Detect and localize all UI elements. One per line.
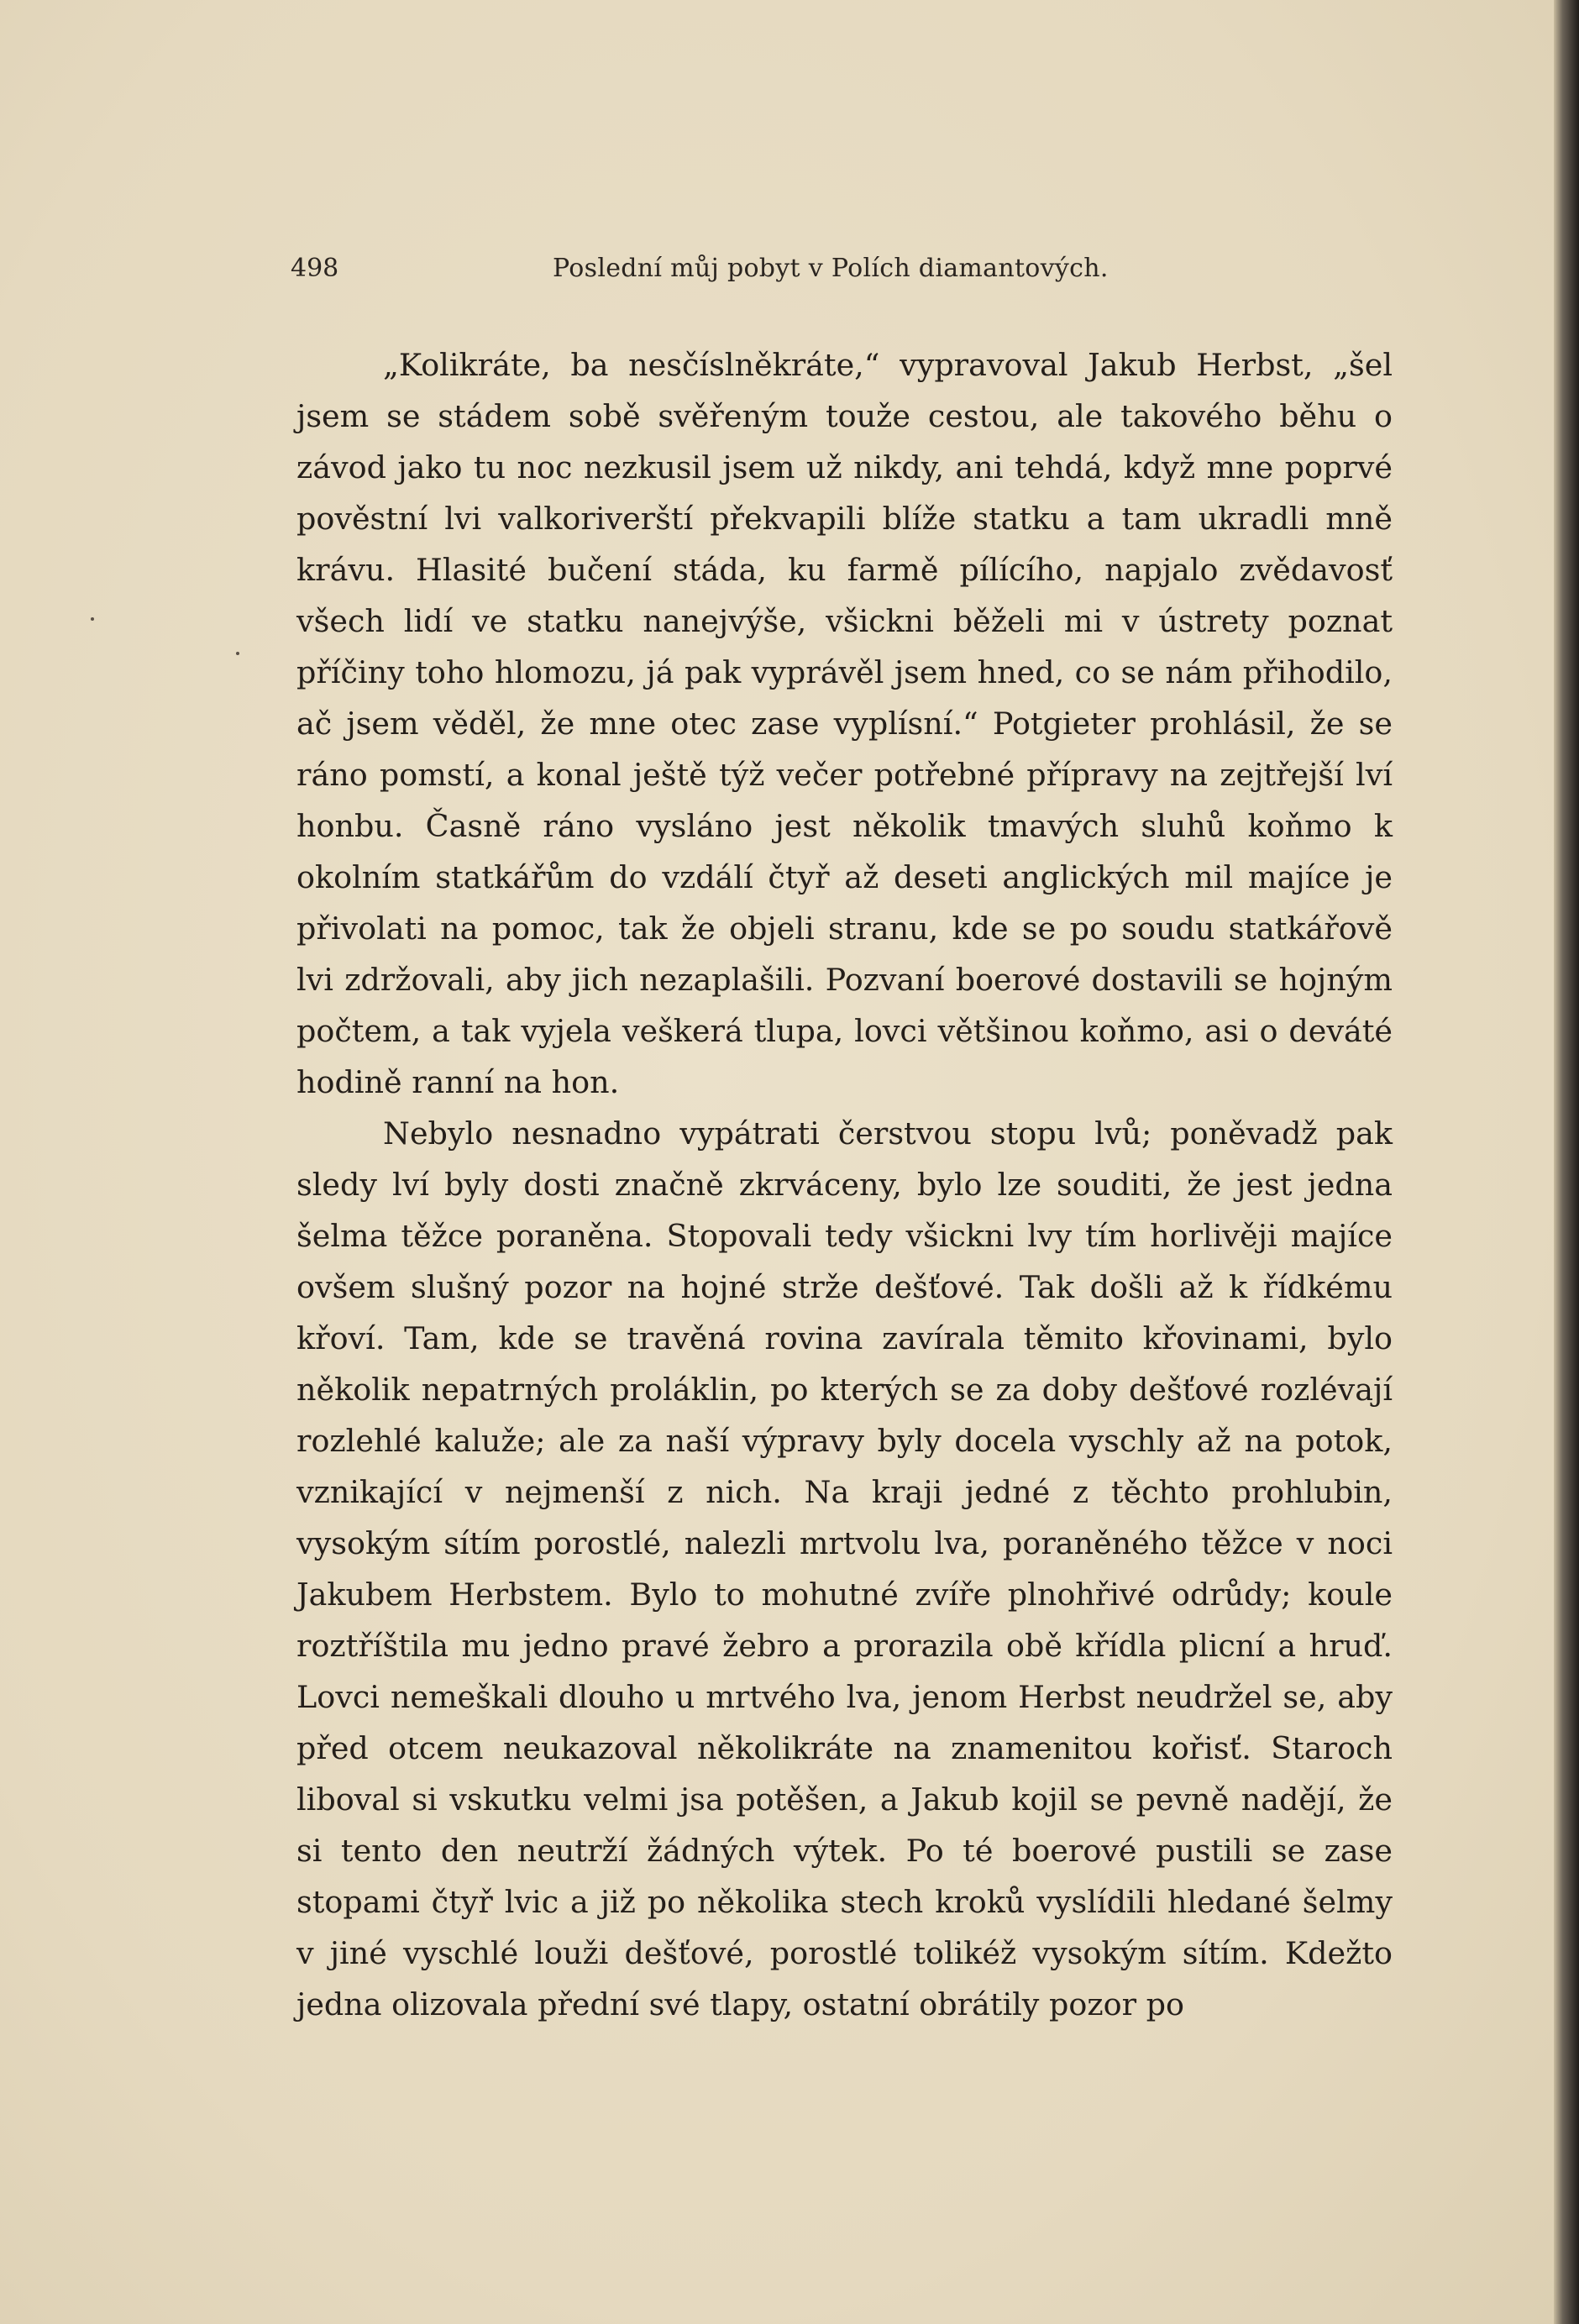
page-number: 498 [291, 254, 339, 283]
stray-ink-dot [91, 617, 94, 621]
body-text [296, 339, 1393, 2030]
running-title: Poslední můj pobyt v Polích diamantových. [553, 254, 1109, 283]
stray-ink-dot [236, 652, 239, 655]
page-header [291, 254, 1374, 287]
paragraph: Nebylo nesnadno vypátrati čerstvou stopu lvů; poněvadž pak sledy lví byly dosti značně zkrváceny, bylo lze souditi, že jest jedna šelma těžce poraněna. Stopovali tedy všickni lvy tím horlivěji majíce ovšem slušný pozor na hojné strže dešťové. Tak došli až k řídkému křoví. Tam, kde se travěná rovina zavírala těmito křovinami, bylo několik nepatrných proláklin, po kterých se za doby dešťové rozlévají rozlehlé kaluže; ale za naší výpravy byly docela vyschly až na potok, vznikající v nejmenší z nich. Na kraji jedné z těchto prohlubin, vysokým sítím porostlé, nalezli mrtvolu lva, poraněného těžce v noci Jakubem Herbstem. Bylo to mohutné zvíře plnohřivé odrůdy; koule roztříštila mu jedno pravé žebro a prorazila obě křídla plicní a hruď. Lovci nemeškali dlouho u mrtvého lva, jenom Herbst neudržel se, aby před otcem neukazoval několikráte na znamenitou kořisť. Staroch liboval si vskutku velmi jsa potěšen, a Jakub kojil se pevně nadějí, že si tento den neutrží žádných výtek. Po té boerové pustili se zase stopami čtyř lvic a již po několika stech kroků vyslídili hledané šelmy v jiné vyschlé louži dešťové, porostlé tolikéž vysokým sítím. Kdežto jedna olizovala přední své tlapy, ostatní obrátily pozor po [296, 1115, 1393, 2022]
paragraph: „Kolikráte, ba nesčíslněkráte,“ vypravoval Jakub Herbst, „šel jsem se stádem sobě svěřeným touže cestou, ale takového běhu o závod jako tu noc nezkusil jsem už nikdy, ani tehdá, když mne poprvé pověstní lvi valkoriverští překvapili blíže statku a tam ukradli mně krávu. Hlasité bučení stáda, ku farmě pílícího, napjalo zvědavosť všech lidí ve statku nanejvýše, všickni běželi mi v ústrety poznat příčiny toho hlomozu, já pak vyprávěl jsem hned, co se nám přihodilo, ač jsem věděl, že mne otec zase vyplísní.“ Potgieter prohlásil, že se ráno pomstí, a konal ještě týž večer potřebné přípravy na zejtřejší lví honbu. Časně ráno vysláno jest několik tmavých sluhů koňmo k okolním statkářům do vzdálí čtyř až deseti anglických mil majíce je přivolati na pomoc, tak že objeli stranu, kde se po soudu statkářově lvi zdržovali, aby jich nezaplašili. Pozvaní boerové dostavili se hojným počtem, a tak vyjela veškerá tlupa, lovci většinou koňmo, asi o deváté hodině ranní na hon. [296, 347, 1393, 1100]
book-page-edge [1554, 0, 1579, 2324]
